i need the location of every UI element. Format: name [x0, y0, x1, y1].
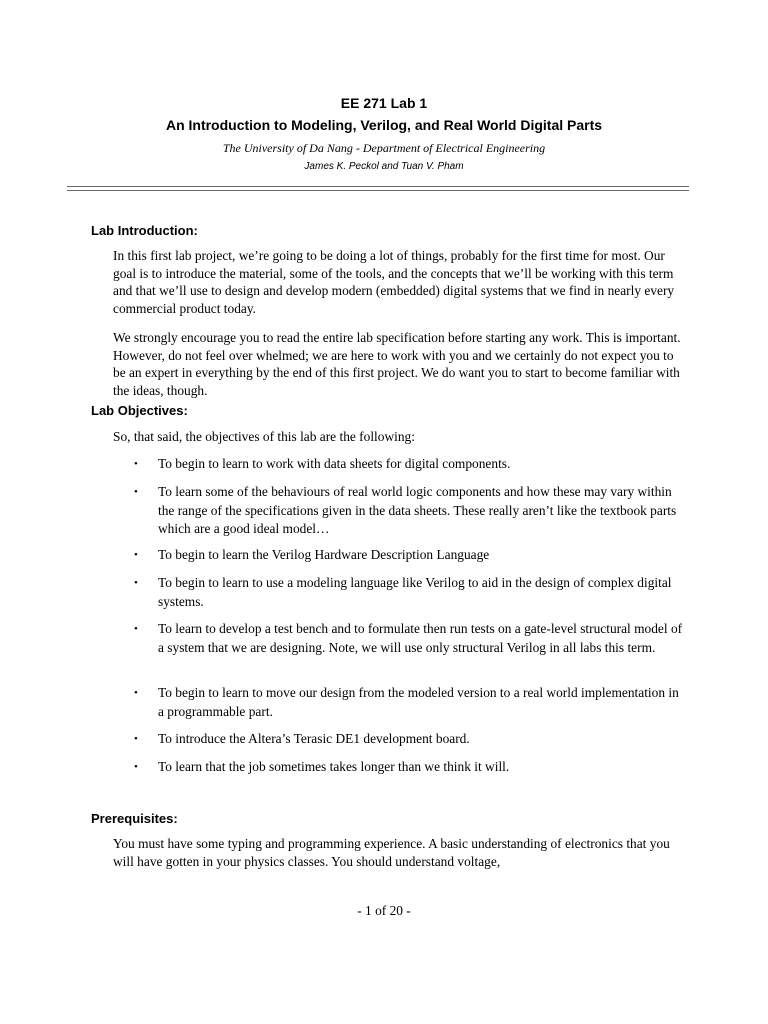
lab-objectives-heading: Lab Objectives: [91, 403, 188, 418]
bullet-icon: • [134, 458, 138, 470]
document-title: EE 271 Lab 1 [340, 95, 428, 111]
lab-objectives-intro: So, that said, the objectives of this lab are the following: [113, 429, 415, 444]
lab-introduction-heading: Lab Introduction: [91, 223, 198, 238]
list-item-text: To introduce the Altera’s Terasic DE1 development board. [158, 731, 470, 746]
bullet-icon: • [134, 623, 138, 635]
bullet-icon: • [134, 577, 138, 589]
list-item-text: To learn to develop a test bench and to formulate then run tests on a gate-level structural model of a system that we are designing. Note, we will use only structural Verilog in all labs this term. [158, 621, 683, 655]
institution-subtitle: The University of Da Nang - Department of Electrical Engineering [222, 141, 546, 155]
header-divider-bottom [67, 190, 689, 191]
list-item [134, 546, 688, 565]
list-item [134, 730, 688, 749]
lab-introduction-paragraph-1: In this first lab project, we’re going to be doing a lot of things, probably for the first time for most. Our goal is to introduce the material, some of the tools, and the concepts that we’ll be working with this term and that we’ll use to design and develop modern (embedded) digital systems that we find in nearly every commercial product today. [113, 248, 675, 316]
list-item [134, 620, 688, 657]
bullet-icon: • [134, 687, 138, 699]
list-item-text: To learn some of the behaviours of real world logic components and how these may vary within the range of the specifications given in the data sheets. These really aren’t like the textbook parts which are a good ideal model… [158, 484, 677, 536]
document-header [0, 92, 768, 174]
prerequisites-heading: Prerequisites: [91, 811, 178, 826]
list-item-text: To begin to learn to work with data sheets for digital components. [158, 456, 511, 471]
list-item [134, 684, 688, 721]
bullet-icon: • [134, 761, 138, 773]
list-item-text: To begin to learn to use a modeling language like Verilog to aid in the design of complex digital systems. [158, 575, 672, 609]
authors-line: James K. Peckol and Tuan V. Pham [304, 161, 464, 172]
list-item-text: To begin to learn the Verilog Hardware Description Language [158, 547, 490, 562]
list-item [134, 483, 688, 539]
list-item [134, 574, 688, 611]
prerequisites-paragraph: You must have some typing and programming experience. A basic understanding of electronics that you will have gotten in your physics classes. You should understand voltage, [113, 836, 670, 869]
list-item [134, 758, 688, 777]
bullet-icon: • [134, 549, 138, 561]
header-divider-top [67, 186, 689, 187]
list-item-text: To learn that the job sometimes takes longer than we think it will. [158, 759, 510, 774]
list-item-text: To begin to learn to move our design from the modeled version to a real world implementation in a programmable part. [158, 685, 679, 719]
bullet-icon: • [134, 733, 138, 745]
list-item [134, 455, 688, 474]
document-title-line-2: An Introduction to Modeling, Verilog, and Real World Digital Parts [165, 117, 603, 133]
page-number: - 1 of 20 - [357, 903, 411, 918]
bullet-icon: • [134, 486, 138, 498]
lab-introduction-paragraph-2: We strongly encourage you to read the entire lab specification before starting any work. This is important. However, do not feel over whelmed; we are here to work with you and we certainly do not expect you to be an expert in everything by the end of this first project. We do want you to start to become familiar with the ideas, though. [113, 330, 681, 398]
